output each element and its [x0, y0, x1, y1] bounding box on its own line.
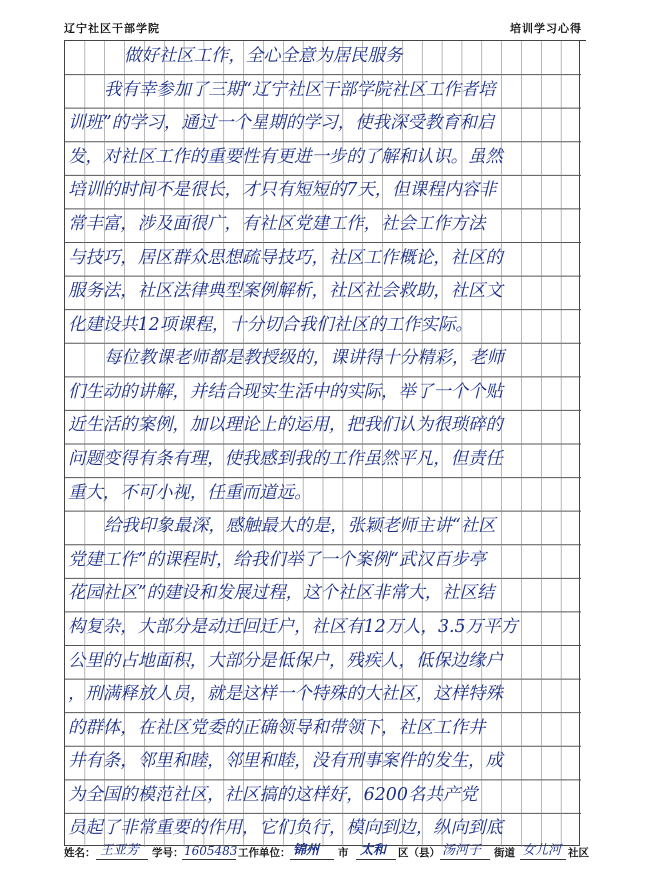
street-value: 汤河子	[442, 843, 482, 858]
text-line: 的群体，在社区党委的正确领导和带领下，社区工作井	[68, 717, 486, 738]
city-label: 市	[338, 847, 349, 859]
text-line: 每位教课老师都是教授级的，课讲得十分精彩，老师	[104, 348, 504, 369]
text-line: 发，对社区工作的重要性有更进一步的了解和认识。虽然	[68, 146, 503, 167]
id-value: 1605483	[184, 844, 238, 858]
text-line: 们生动的讲解，并结合现实生活中的实际，举了一个个贴	[68, 381, 503, 402]
city-value: 锦州	[293, 843, 320, 858]
institution-name: 辽宁社区干部学院	[64, 22, 160, 35]
unit-label: 工作单位：	[238, 847, 291, 859]
text-line: 近生活的案例，加以理论上的运用，把我们认为很琐碎的	[68, 415, 503, 436]
student-info-footer	[0, 843, 650, 893]
street-label: 街道	[494, 847, 515, 859]
text-line: 重大，不可小视，任重而道远。	[68, 482, 312, 503]
handwritten-text	[64, 40, 580, 846]
text-line: 服务法，社区法律典型案例解析，社区社会救助，社区文	[68, 281, 503, 302]
text-line: 常丰富，涉及面很广，有社区党建工作，社会工作方法	[68, 213, 486, 234]
document-type: 培训学习心得	[510, 22, 582, 35]
district-value: 太和	[360, 843, 387, 858]
text-line: 训班”的学习，通过一个星期的学习，使我深受教育和启	[68, 113, 495, 134]
text-line: ，刑满释放人员，就是这样一个特殊的大社区，这样特殊	[68, 684, 503, 705]
text-line: 问题变得有条有理，使我感到我的工作虽然平凡，但责任	[68, 449, 503, 469]
text-line: 构复杂，大部分是动迁回迁户，社区有12万人，3.5万平方	[68, 616, 518, 637]
community-value: 女儿河	[522, 843, 562, 858]
text-line: 为全国的模范社区，社区搞的这样好，6200名共产党	[68, 784, 478, 805]
text-line: 我有幸参加了三期“辽宁社区干部学院社区工作者培	[104, 79, 496, 100]
text-line: 公里的占地面积，大部分是低保户，残疾人，低保边缘户	[68, 650, 503, 671]
district-label: 区（县）	[398, 847, 440, 859]
text-line: 与技巧，居区群众思想疏导技巧，社区工作概论，社区的	[68, 247, 503, 268]
text-line: 化建设共12项课程，十分切合我们社区的工作实际。	[68, 314, 473, 335]
id-label: 学号：	[152, 847, 184, 859]
community-label: 社区	[568, 847, 589, 859]
text-line: 井有条，邻里和睦，邻里和睦，没有刑事案件的发生，成	[68, 751, 503, 772]
text-line: 花园社区”的建设和发展过程，这个社区非常大，社区结	[68, 583, 495, 604]
name-label: 姓名：	[64, 847, 96, 859]
name-value: 王亚芳	[100, 843, 140, 858]
text-line: 做好社区工作，全心全意为居民服务	[124, 46, 403, 66]
text-line: 党建工作”的课程时，给我们举了一个案例“武汉百步亭	[68, 549, 486, 570]
text-line: 给我印象最深，感触最大的是，张颖老师主讲“社区	[104, 516, 496, 537]
text-line: 培训的时间不是很长，才只有短短的7天，但课程内容非	[68, 180, 497, 201]
text-line: 员起了非常重要的作用，它们负行，模向到边，纵向到底	[68, 818, 503, 839]
